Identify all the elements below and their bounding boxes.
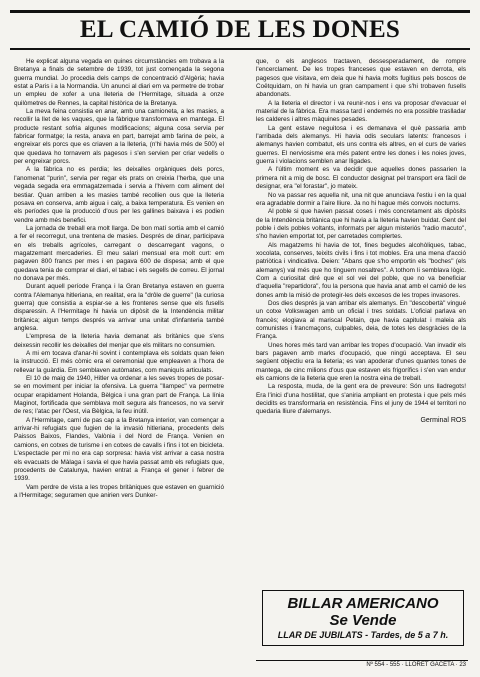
article-paragraph: A mi em tocava d'anar-hi sovint i contemplava els soldats quan feien la instrucció. El més còmic era el ceremonial que empleaven a l'hora de rellevar la guàrdia. Em semblaven autòmates, com maniquís articulats.	[14, 350, 224, 374]
article-paragraph: El 10 de maig de 1940, Hitler va ordenar a les seves tropes de posar-se en moviment per iniciar la ofensiva. La guerra "llampec" va permetre ocupar erapidament Holanda, Bèlgica i una gran part de França. La línia Maginot, fortificada que semblava molt segura als francesos, no va servir de res; l'atac per l'Oest, via Bèlgica, la feu inútil.	[14, 375, 224, 416]
author-signature: Germinal ROS	[420, 416, 466, 424]
footer-rule	[256, 660, 468, 661]
article-paragraph: La gent estave neguitosa i es demanava el què passaria amb l'arribada dels alemanys. Hi havia odis seculars latents: francesos i alemanys havien combatut, els uns contra els altres, en el curs de varies guerres. El nerviosisme era més patent entre les dones i les noies joves, guerra i violacions semblen anar lligades.	[256, 124, 466, 166]
article-paragraph: L'empresa de la lleteria havia demanat als britànics que s'ens deixessin recollir les deixalles del menjar que els militars no consumien.	[14, 333, 224, 349]
article-paragraph: Dos dies després ja van arribar els alemanys. En "descobertà" vingué un cotxe Volkswagen amb un oficial i tres soldats. L'oficial parlava en francès; elogiava al mariscal Petain, que havia capitulat i maleia als comunistes i francmaçons, culpables, deia, de totes les desgràcies de la França.	[256, 299, 466, 341]
title-rule	[10, 48, 470, 50]
article-paragraph: Als magatzems hi havia de tot, fines begudes alcohòliques, tabac, xocolata, conserves, teixits civils i fins i tot mobles. Era una mena d'acció patriòtica i vindicativa. Deien: "Abans que s'ho emportin els "boches" (els alemanys) val més que ho tinguem nosaltres". A tothom li semblava lògic. Com a curiositat diré que el sol vei del poble, que no va beneficiar d'aquella "repartidora", fou la persona que havia anat amb el camió de les dones amb la misió de protegir-les dels excesos de les tropes invasores.	[256, 241, 466, 299]
page-footer: Nº 554 - 555 · LLORET GACETA · 23	[366, 662, 466, 668]
article-paragraph: La resposta, muda, de la gent era de preveure: Són uns lladregots! Era l'inici d'una hostilitat, que s'aniria ampliant en protesta i que pels més decidits es transformaria en resistència. Fins el juny de 1944 el territori no quedaria lliure d'alemanys.	[256, 383, 466, 416]
article-column-left	[14, 58, 224, 500]
article-paragraph: He explicat alguna vegada en quines circumstàncies em trobava a la Bretanya a finals de setembre de 1939, tot just començada la segona guerra mundial. Jo procedia dels camps de concentració d'Algèria; havia estat a Paris i a la Normandia. Un anunci al diari em va permetre de trobar un empleu de xofer a una lleteria de l'Hermitage, situada a onze quilòmetres de Rennes, la capital històrica de la Bretanya.	[14, 58, 224, 107]
article-paragraph: Durant aquell període França i la Gran Bretanya estaven en guerra contra l'Alemanya hitleriana, en realitat, era la "drôle de guerre" (la curiosa guerra) que consistia a espiar-se a les fronteres sense que els fusells disparessin. A l'Hermitage hi havia un dipòsit de la Intendència militar britànica; algun temps després va arrivar una unitat d'infanteria també anglesa.	[14, 283, 224, 332]
top-rule	[10, 10, 470, 13]
article-paragraph: No va passar res aquella nit, una nit que anunciava l'estiu i en la qual era agradable dormir a l'aire lliure. Ja no hi hague més convois nocturns.	[256, 191, 466, 207]
article-paragraph: A la lleteria el director i va reunir-nos i ens va proposar d'evacuar el material de la fàbrica. Era massa tard i endemés no era possible traslladar les calderes i altres màquines pesades.	[256, 99, 466, 124]
article-paragraph: A la fàbrica no es perdia; les deixalles orgàniques dels porcs, l'anomenat "purin", servia per regar els prats on creixia l'herba, que una vegada segada era emmagatzemada i servia a l'hivern com aliment del bestiar. Quan arriben a les masies també recollien ous que la lleteria posava en conserva, amb aigua i calç, a baixa temperatura. Es venien en els períodes que la producció d'ous per les gallines baixava i es podien vendre amb més benefici.	[14, 166, 224, 224]
article-paragraph: A l'Hermitage, camí de pas cap a la Bretanya interior, van començar a arrivar-hi refugiats que fugien de la invasió hitleriana, procedents dels Paissos Baixos, Flandes, Valònia i del Nord de França. Venien en camions, en cotxes de turisme i en cotxes de cavalls i fins i tot en bicicleta. L'espectacle per mi no era cap sorpresa: havia vist arrivar a casa nostra els evacuats de Màlaga i savia el que havia passat amb els refugiats que, procedents de Catalunya, havien entrat a França el gener i febrer de 1939.	[14, 416, 224, 483]
article-paragraph: A l'últim moment es va decidir que aquelles dones passarien la primera nit a mig de bosc. El conductor designat pel transport era fàcil de designar, era "el forastar", jo mateix.	[256, 166, 466, 191]
article-paragraph: Al poble si que havien passat coses i més concretament als dipòsits de la Intendència britànica que hi havia a la lleteria havien buidat. Gent del poble i dels pobles voltants, informats per algun misteriós "radio macuto", s'ho havien emportat tot, per carretades complertes.	[256, 208, 466, 241]
ad-subheadline: Se Vende	[329, 612, 397, 629]
article-column-right	[256, 58, 466, 425]
ad-contact: LLAR DE JUBILATS - Tardes, de 5 a 7 h.	[277, 630, 449, 640]
article-paragraph: Unes hores més tard van arribar les tropes d'ocupació. Van invadir els bars pagaven amb marks d'ocupació, que ningú acceptava. El seu següent objectiu era la lleteria; es van apoderar d'unes quantes tones de mantega, de cinc milions d'ous que estaven els frigorífics i s'en van endur els camions de la lleteria que eren la nostra eina de treball.	[256, 341, 466, 383]
article-paragraph: Vam perdre de vista a les tropes britàniques que estaven en guarnició a l'Hermitage; seguramen que anirien vers Dunker-	[14, 483, 224, 499]
classified-ad	[262, 590, 464, 646]
ad-headline: BILLAR AMERICANO	[287, 595, 439, 612]
article-paragraph: La meva feina consistia en anar, amb una camioneta, a les masies, a recollir la llet de les vaques, que la fàbrique transformava en mantega. El producte restant sofria algunes modificacions; alguna cosa servia per fabricar formatge; la resta, anava en part, barrejat amb farina de peix, a engreixar els porcs que es criaven a la lleteria, (n'hi havia més de 500) el que quedava ho tornavem als pagesos i s'en servien per criar vedells o per engreixar porcs.	[14, 108, 224, 166]
article-paragraph: La jornada de treball era molt llarga. De bon matí sortia amb el camió a fer el recorregut, una trentena de masies. Després de dinar, participava en els treballs agrícoles, carregant o descarregant vagons, o magatzemant mercaderies. El meu salari mensual era molt curt: em pagaven 800 francs per mes i en pagava 600 de dispesa; amb el que quedava tenia de comprar el diari, el tabac i els segells de correu. El jornal no donava per més.	[14, 224, 224, 282]
article-paragraph: que, o els anglesos tractaven, dessesperadament, de rompre l'encerclament. De les tropes franceses que estaven en derrota, els pagesos que visitava, em deia que hi havia molts fugitius pels boscos de Coëtquidam, on hi havia un gran campament i que s'hi trobaven fusells abandonats.	[256, 58, 466, 99]
article-title: EL CAMIÓ DE LES DONES	[79, 16, 401, 43]
